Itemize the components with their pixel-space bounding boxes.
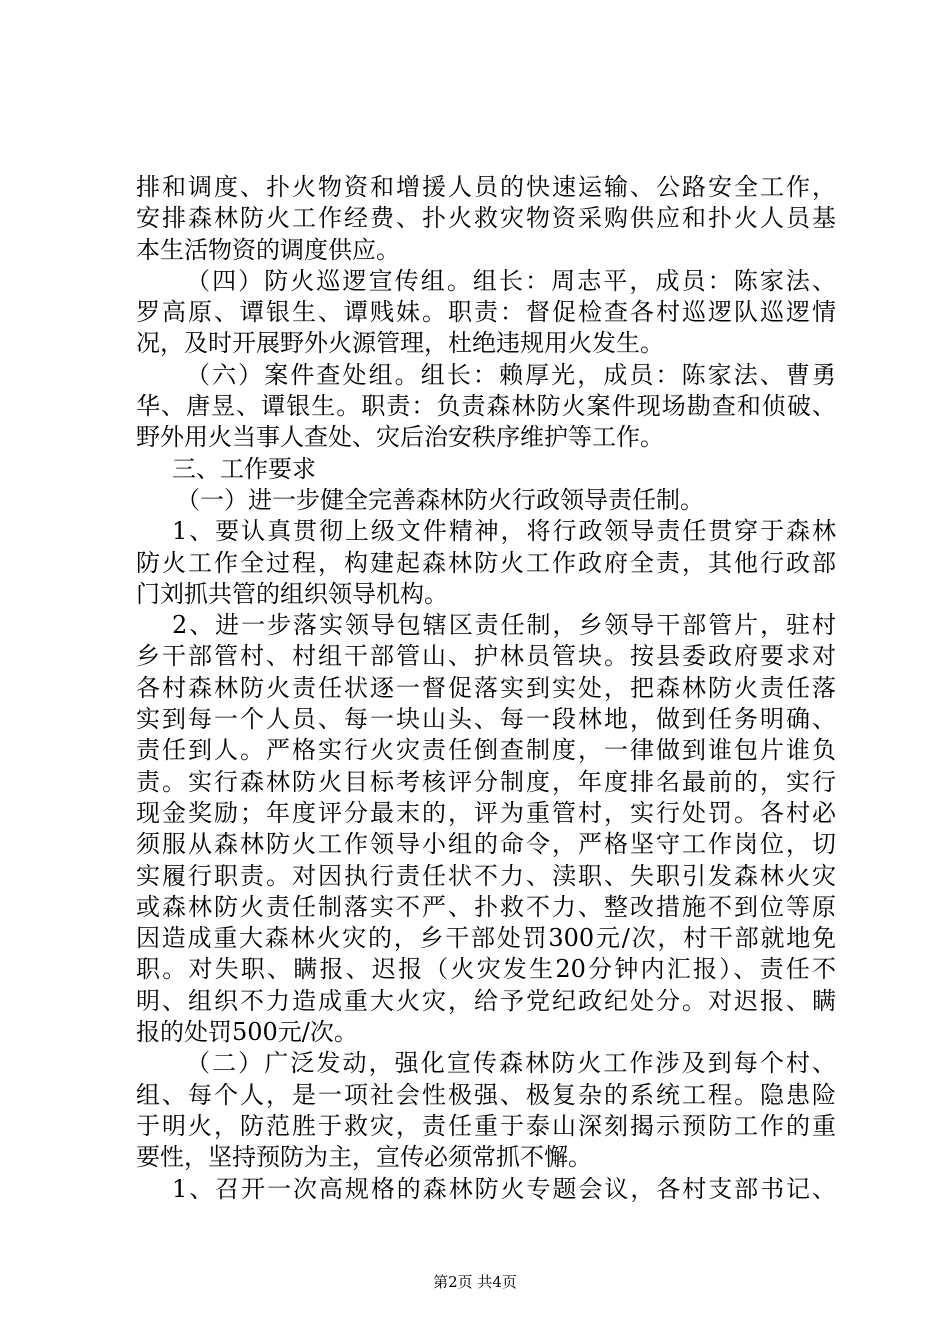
text-line: 职。对失职、瞒报、迟报（火灾发生20分钟内汇报）、责任不 bbox=[136, 955, 836, 984]
text-line: 须服从森林防火工作领导小组的命令，严格坚守工作岗位，切 bbox=[136, 830, 836, 859]
text-line: （六）案件查处组。组长：赖厚光，成员：陈家法、曹勇 bbox=[186, 360, 836, 389]
text-line: 责任到人。严格实行火灾责任倒查制度，一律做到谁包片谁负 bbox=[136, 736, 836, 765]
text-line: （四）防火巡逻宣传组。组长：周志平，成员：陈家法、 bbox=[186, 266, 836, 295]
text-line: 排和调度、扑火物资和增援人员的快速运输、公路安全工作， bbox=[136, 173, 836, 201]
text-line: （二）广泛发动，强化宣传森林防火工作涉及到每个村、 bbox=[186, 1049, 836, 1078]
text-line: 组、每个人，是一项社会性极强、极复杂的系统工程。隐患险 bbox=[136, 1080, 836, 1109]
subsection-heading: （一）进一步健全完善森林防火行政领导责任制。 bbox=[176, 485, 704, 514]
text-line: 1、要认真贯彻上级文件精神，将行政领导责任贯穿于森林 bbox=[172, 517, 836, 546]
text-line: 明、组织不力造成重大火灾，给予党纪政纪处分。对迟报、瞒 bbox=[136, 986, 836, 1015]
text-line: 各村森林防火责任状逐一督促落实到实处，把森林防火责任落 bbox=[136, 673, 836, 702]
text-line: 实履行职责。对因执行责任状不力、渎职、失职引发森林火灾 bbox=[136, 861, 836, 890]
text-line: 于明火，防范胜于救灾，责任重于泰山深刻揭示预防工作的重 bbox=[136, 1111, 836, 1140]
text-line: 野外用火当事人查处、灾后治安秩序维护等工作。 bbox=[136, 423, 664, 452]
text-line: 门刘抓共管的组织领导机构。 bbox=[136, 579, 448, 608]
text-line: 现金奖励；年度评分最末的，评为重管村，实行处罚。各村必 bbox=[136, 798, 836, 827]
text-line: 实到每一个人员、每一块山头、每一段林地，做到任务明确、 bbox=[136, 705, 836, 734]
text-line: 1、召开一次高规格的森林防火专题会议，各村支部书记、 bbox=[172, 1174, 836, 1203]
text-line: 报的处罚500元/次。 bbox=[136, 1018, 358, 1047]
text-line: 况，及时开展野外火源管理，杜绝违规用火发生。 bbox=[136, 329, 664, 358]
text-line: 乡干部管村、村组干部管山、护林员管块。按县委政府要求对 bbox=[136, 642, 836, 671]
page-number-footer: 第2页 共4页 bbox=[433, 1273, 517, 1291]
text-line: 要性，坚持预防为主，宣传必须常抓不懈。 bbox=[136, 1143, 592, 1172]
document-body bbox=[136, 172, 836, 1205]
text-line: 责。实行森林防火目标考核评分制度，年度排名最前的，实行 bbox=[136, 767, 836, 796]
text-line: 华、唐昱、谭银生。职责：负责森林防火案件现场勘查和侦破、 bbox=[136, 392, 836, 421]
text-line: 安排森林防火工作经费、扑火救灾物资采购供应和扑火人员基 bbox=[136, 204, 836, 233]
text-line: 或森林防火责任制落实不严、扑救不力、整改措施不到位等原 bbox=[136, 892, 836, 921]
text-line: 2、进一步落实领导包辖区责任制，乡领导干部管片，驻村 bbox=[172, 611, 836, 640]
text-line: 因造成重大森林火灾的，乡干部处罚300元/次，村干部就地免 bbox=[136, 924, 836, 953]
text-line: 本生活物资的调度供应。 bbox=[136, 235, 400, 264]
text-line: 防火工作全过程，构建起森林防火工作政府全责，其他行政部 bbox=[136, 548, 836, 577]
section-heading: 三、工作要求 bbox=[172, 454, 316, 483]
text-line: 罗高原、谭银生、谭贱妹。职责：督促检查各村巡逻队巡逻情 bbox=[136, 298, 836, 327]
